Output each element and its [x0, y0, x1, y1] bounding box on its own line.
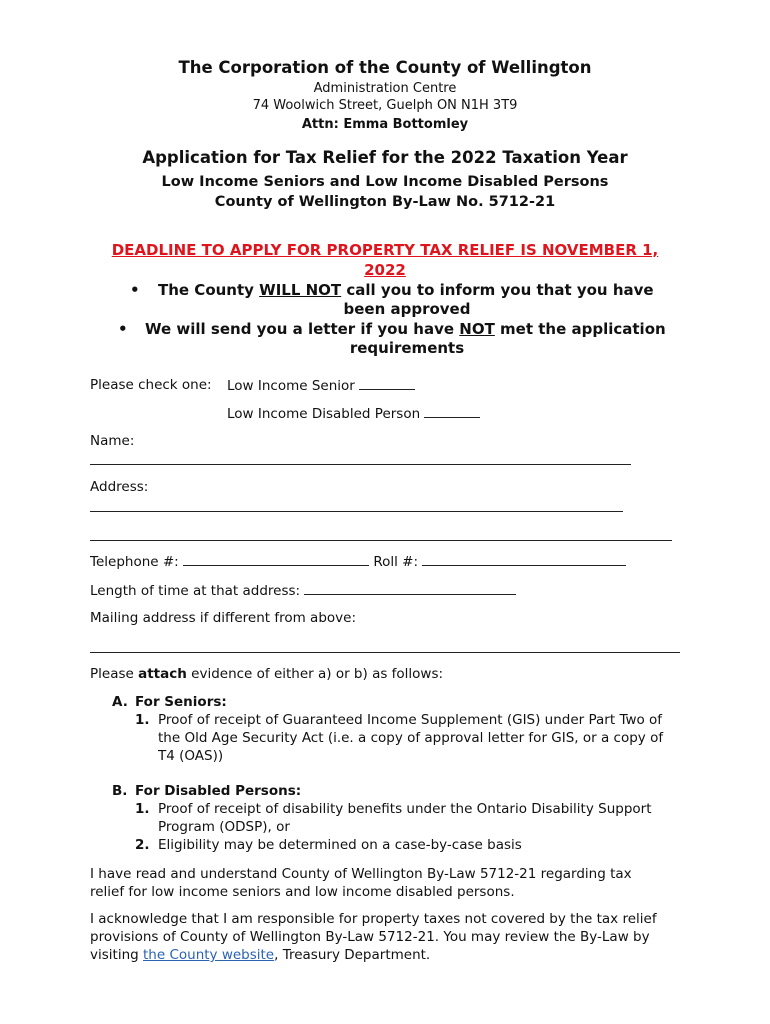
- name-field[interactable]: [90, 464, 631, 465]
- subtitle-bylaw: County of Wellington By-Law No. 5712-21: [214, 194, 556, 210]
- bullet-emphasis: WILL NOT: [259, 281, 342, 299]
- option-disabled-label: Low Income Disabled Person: [227, 406, 421, 422]
- acknowledge-para2-line2: provisions of County of Wellington By-Law 5712-21. You may review the By-Law by: [90, 929, 650, 945]
- closing-text: visiting: [90, 947, 143, 963]
- length-row: [90, 582, 516, 599]
- disabled-check-blank[interactable]: [424, 405, 480, 418]
- bullet-dot-icon: •: [118, 320, 128, 338]
- check-one-label: Please check one:: [90, 377, 212, 393]
- a1-line3: T4 (OAS)): [158, 748, 224, 764]
- attach-text: Please: [90, 666, 139, 682]
- mailing-label: Mailing address if different from above:: [90, 610, 356, 626]
- bullet-letter-line1: [145, 320, 666, 339]
- b2-line1: Eligibility may be determined on a case-by-case basis: [158, 837, 522, 853]
- bullet-text: We will send you a letter if you have: [145, 320, 460, 338]
- attach-text: evidence of either a) or b) as follows:: [186, 666, 444, 682]
- option-disabled[interactable]: [227, 405, 480, 422]
- bullet-letter-line2: requirements: [349, 339, 465, 357]
- b1-number: 1.: [135, 801, 150, 817]
- b1-line1: Proof of receipt of disability benefits under the Ontario Disability Support: [158, 801, 652, 817]
- length-field[interactable]: [304, 582, 516, 595]
- telephone-label: Telephone #:: [90, 554, 179, 570]
- attention-line: Attn: Emma Bottomley: [301, 117, 469, 132]
- a1-number: 1.: [135, 712, 150, 728]
- acknowledge-para1-line2: relief for low income seniors and low income disabled persons.: [90, 884, 515, 900]
- section-a-title: For Seniors:: [135, 694, 227, 710]
- closing-text: , Treasury Department.: [274, 947, 431, 963]
- org-name: The Corporation of the County of Wellington: [178, 58, 592, 77]
- acknowledge-para2-line1: I acknowledge that I am responsible for property taxes not covered by the tax relief: [90, 911, 657, 927]
- bullet-approval-line2: been approved: [343, 300, 471, 318]
- name-label: Name:: [90, 433, 135, 449]
- section-a-marker: A.: [112, 694, 128, 710]
- senior-check-blank[interactable]: [359, 377, 415, 390]
- telephone-field[interactable]: [183, 553, 369, 566]
- attach-emphasis: attach: [138, 666, 187, 682]
- bullet-dot-icon: •: [130, 281, 140, 299]
- address-label: Address:: [90, 479, 149, 495]
- roll-field[interactable]: [422, 553, 626, 566]
- org-address: 74 Woolwich Street, Guelph ON N1H 3T9: [252, 98, 518, 113]
- a1-line1: Proof of receipt of Guaranteed Income Supplement (GIS) under Part Two of: [158, 712, 663, 728]
- page-title: Application for Tax Relief for the 2022 Taxation Year: [142, 148, 628, 167]
- subtitle-eligibility: Low Income Seniors and Low Income Disabled Persons: [161, 174, 609, 190]
- section-b-title: For Disabled Persons:: [135, 783, 302, 799]
- section-b-marker: B.: [112, 783, 128, 799]
- deadline-notice-line1: DEADLINE TO APPLY FOR PROPERTY TAX RELIEF IS NOVEMBER 1,: [111, 241, 659, 259]
- address-field-line1[interactable]: [90, 511, 623, 512]
- mailing-field[interactable]: [90, 652, 680, 653]
- b2-number: 2.: [135, 837, 150, 853]
- address-field-line2[interactable]: [90, 540, 672, 541]
- length-label: Length of time at that address:: [90, 583, 301, 599]
- b1-line2: Program (ODSP), or: [158, 819, 290, 835]
- bullet-approval-line1: [158, 281, 654, 300]
- telephone-roll-row: [90, 553, 626, 570]
- roll-label: Roll #:: [373, 554, 418, 570]
- option-senior[interactable]: [227, 377, 415, 394]
- bullet-text: The County: [158, 281, 260, 299]
- option-senior-label: Low Income Senior: [227, 378, 355, 394]
- bullet-text: call you to inform you that you have: [341, 281, 654, 299]
- county-website-link[interactable]: the County website: [143, 947, 275, 963]
- acknowledge-para1-line1: I have read and understand County of Wellington By-Law 5712-21 regarding tax: [90, 866, 632, 882]
- acknowledge-para2-line3: [90, 947, 430, 963]
- deadline-notice-line2: 2022: [364, 261, 406, 279]
- bullet-emphasis: NOT: [459, 320, 495, 338]
- bullet-text: met the application: [494, 320, 666, 338]
- dept-name: Administration Centre: [313, 81, 457, 96]
- attach-instruction: [90, 666, 443, 682]
- a1-line2: the Old Age Security Act (i.e. a copy of approval letter for GIS, or a copy of: [158, 730, 664, 746]
